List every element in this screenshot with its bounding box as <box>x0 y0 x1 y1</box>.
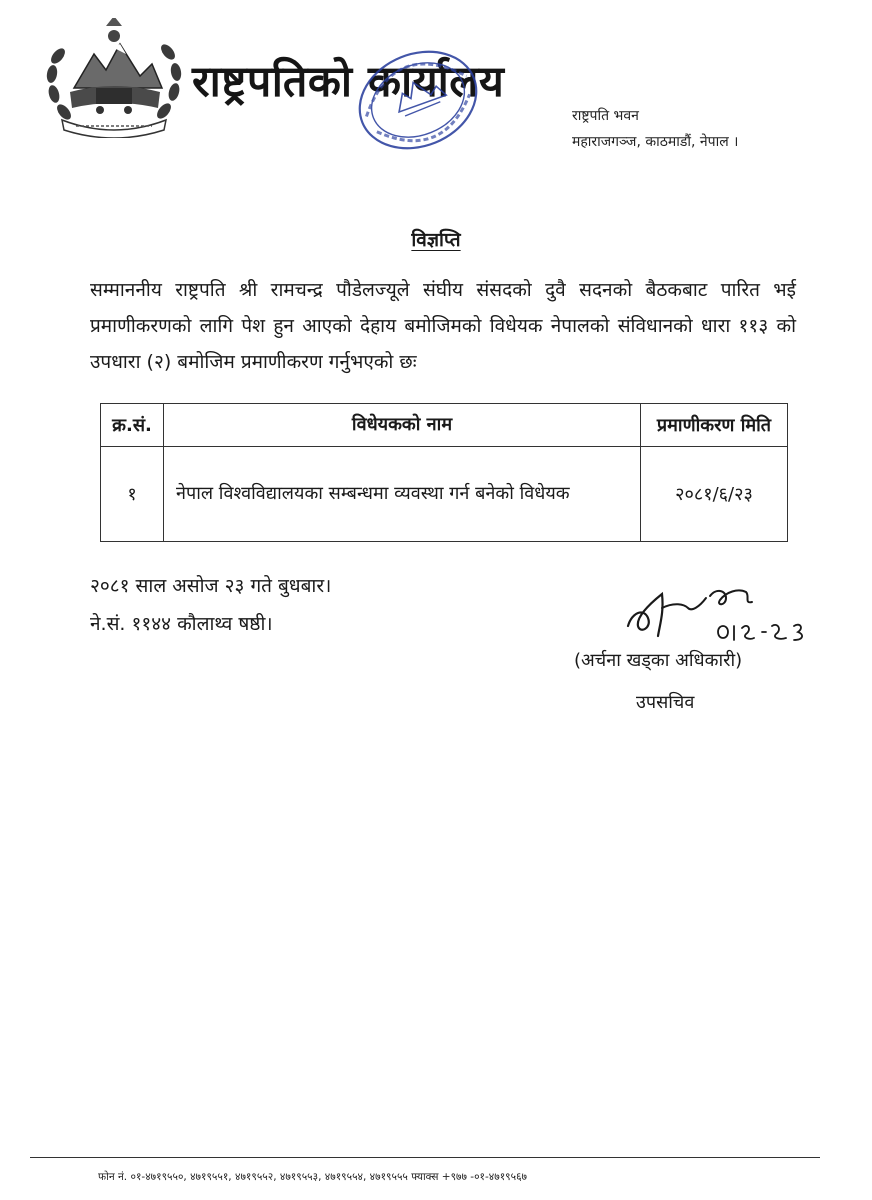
date-bikram-sambat: २०८१ साल असोज २३ गते बुधबार। <box>90 575 332 597</box>
signer-name: (अर्चना खड्का अधिकारी) <box>574 650 743 671</box>
date-nepal-sambat: ने.सं. ११४४ कौलाथ्व षष्ठी। <box>90 613 273 635</box>
address-line-1: राष्ट्रपति भवन <box>572 108 639 124</box>
notice-heading: विज्ञप्ति <box>411 229 461 251</box>
nepal-emblem-logo <box>40 18 188 138</box>
signer-designation: उपसचिव <box>636 692 695 713</box>
table-header-row <box>101 404 788 447</box>
header-bill-name: विधेयकको नाम <box>164 404 641 447</box>
handwritten-signature <box>622 582 832 650</box>
office-stamp <box>350 44 486 156</box>
header-certification-date: प्रमाणीकरण मिति <box>641 404 788 447</box>
office-title: राष्ट्रपतिको कार्यालय <box>192 57 505 107</box>
cell-serial: १ <box>101 447 164 542</box>
cell-bill-name: नेपाल विश्वविद्यालयका सम्बन्धमा व्यवस्था गर्न बनेको विधेयक <box>164 447 641 542</box>
cell-certification-date: २०८१/६/२३ <box>641 447 788 542</box>
table-row <box>101 447 788 542</box>
header-serial: क्र.सं. <box>101 404 164 447</box>
footer-divider <box>30 1157 820 1158</box>
bills-table <box>100 403 788 542</box>
footer-contact: फोन नं. ०१-४७१९५५०, ४७१९५५१, ४७१९५५२, ४७१९५५३, ४७१९५५४, ४७१९५५५ फ्याक्स +९७७ -०१-४७१९५६७ <box>98 1171 528 1183</box>
notice-body: सम्माननीय राष्ट्रपति श्री रामचन्द्र पौडेलज्यूले संघीय संसदको दुवै सदनको बैठकबाट पारित भई प्रमाणीकरणको लागि पेश हुन आएको देहाय बमोजिमको विधेयक नेपालको संविधानको धारा ११३ को उपधारा (२) बमोजिम प्रमाणीकरण गर्नुभएको छः <box>90 279 796 373</box>
address-line-2: महाराजगञ्ज, काठमाडौं, नेपाल । <box>572 134 739 150</box>
